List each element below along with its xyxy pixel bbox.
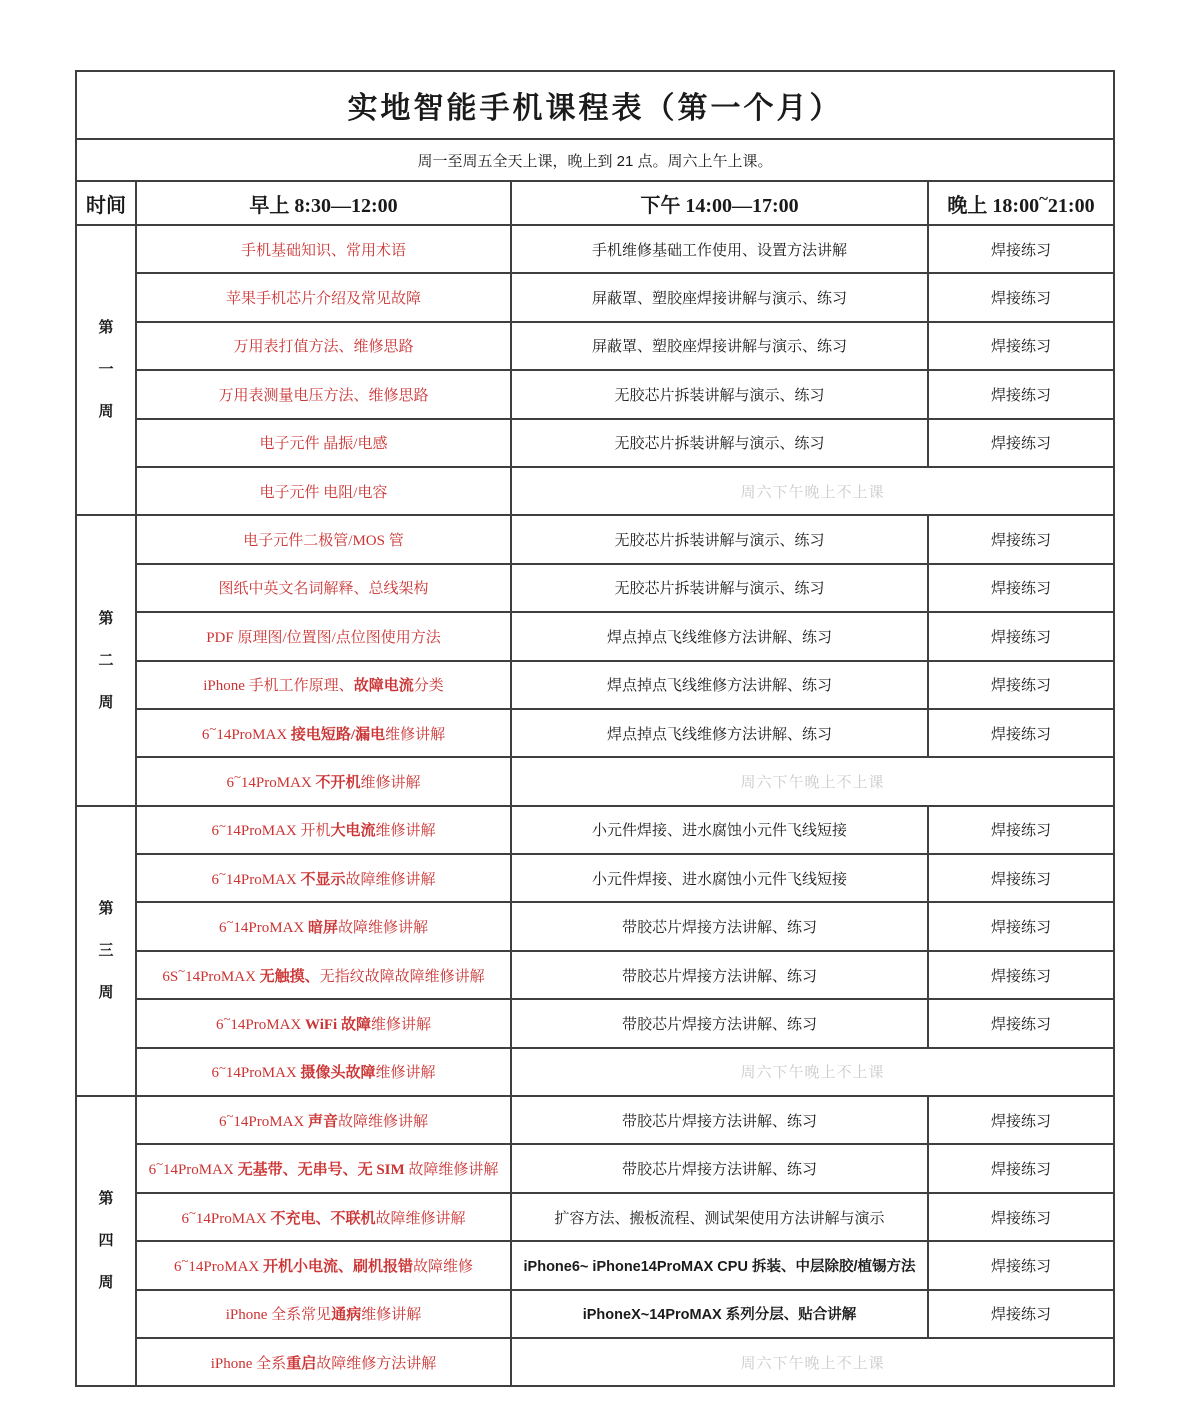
schedule-row (76, 564, 1114, 612)
course-afternoon: 焊点掉点飞线维修方法讲解、练习 (511, 612, 928, 660)
course-evening: 焊接练习 (928, 419, 1114, 467)
course-evening: 焊接练习 (928, 1241, 1114, 1289)
schedule-row (76, 273, 1114, 321)
course-morning: 6~14ProMAX 开机大电流维修讲解 (136, 806, 511, 854)
course-evening: 焊接练习 (928, 999, 1114, 1047)
course-evening: 焊接练习 (928, 902, 1114, 950)
course-afternoon: 带胶芯片焊接方法讲解、练习 (511, 951, 928, 999)
schedule-row (76, 854, 1114, 902)
course-morning: 6~14ProMAX 不开机维修讲解 (136, 757, 511, 805)
schedule-row (76, 225, 1114, 273)
course-morning: 6~14ProMAX 开机小电流、刷机报错故障维修 (136, 1241, 511, 1289)
header-evening: 晚上 18:00~21:00 (928, 181, 1114, 225)
course-morning: 电子元件 晶振/电感 (136, 419, 511, 467)
schedule-row (76, 612, 1114, 660)
page-title: 实地智能手机课程表（第一个月） (76, 71, 1114, 139)
course-evening: 焊接练习 (928, 1144, 1114, 1192)
schedule-sheet (75, 70, 1115, 1387)
week-label-2: 第 二 周 (76, 515, 136, 805)
schedule-row (76, 709, 1114, 757)
schedule-row (76, 661, 1114, 709)
course-evening: 焊接练习 (928, 806, 1114, 854)
course-afternoon: 带胶芯片焊接方法讲解、练习 (511, 902, 928, 950)
schedule-row (76, 757, 1114, 805)
course-afternoon: 带胶芯片焊接方法讲解、练习 (511, 1096, 928, 1144)
schedule-row (76, 419, 1114, 467)
header-time-label: 时间 (76, 181, 136, 225)
course-schedule-table (75, 70, 1115, 1387)
course-morning: 苹果手机芯片介绍及常见故障 (136, 273, 511, 321)
schedule-note: 周一至周五全天上课，晚上到 21 点。周六上午上课。 (76, 139, 1114, 181)
course-morning: iPhone 手机工作原理、故障电流分类 (136, 661, 511, 709)
week-label-4: 第 四 周 (76, 1096, 136, 1386)
course-morning: 电子元件二极管/MOS 管 (136, 515, 511, 563)
course-evening: 焊接练习 (928, 854, 1114, 902)
course-morning: iPhone 全系重启故障维修方法讲解 (136, 1338, 511, 1386)
course-evening: 焊接练习 (928, 1290, 1114, 1338)
closed-notice: 周六下午晚上不上课 (511, 467, 1114, 515)
course-afternoon: 手机维修基础工作使用、设置方法讲解 (511, 225, 928, 273)
course-afternoon: 带胶芯片焊接方法讲解、练习 (511, 1144, 928, 1192)
course-evening: 焊接练习 (928, 1096, 1114, 1144)
schedule-row (76, 951, 1114, 999)
course-evening: 焊接练习 (928, 951, 1114, 999)
schedule-row (76, 322, 1114, 370)
course-morning: 6~14ProMAX 接电短路/漏电维修讲解 (136, 709, 511, 757)
course-morning: 图纸中英文名词解释、总线架构 (136, 564, 511, 612)
course-morning: 6~14ProMAX WiFi 故障维修讲解 (136, 999, 511, 1047)
course-morning: 6~14ProMAX 声音故障维修讲解 (136, 1096, 511, 1144)
course-evening: 焊接练习 (928, 1193, 1114, 1241)
course-evening: 焊接练习 (928, 370, 1114, 418)
course-afternoon: 无胶芯片拆装讲解与演示、练习 (511, 564, 928, 612)
course-afternoon: 小元件焊接、进水腐蚀小元件飞线短接 (511, 854, 928, 902)
closed-notice: 周六下午晚上不上课 (511, 757, 1114, 805)
course-afternoon: 屏蔽罩、塑胶座焊接讲解与演示、练习 (511, 322, 928, 370)
schedule-row (76, 467, 1114, 515)
course-morning: 电子元件 电阻/电容 (136, 467, 511, 515)
course-morning: 6~14ProMAX 暗屏故障维修讲解 (136, 902, 511, 950)
schedule-row (76, 1144, 1114, 1192)
course-afternoon: 无胶芯片拆装讲解与演示、练习 (511, 515, 928, 563)
course-morning: iPhone 全系常见通病维修讲解 (136, 1290, 511, 1338)
course-morning: 万用表打值方法、维修思路 (136, 322, 511, 370)
course-afternoon: iPhone6~ iPhone14ProMAX CPU 拆装、中层除胶/植锡方法 (511, 1241, 928, 1289)
course-morning: 6~14ProMAX 不显示故障维修讲解 (136, 854, 511, 902)
course-afternoon: 焊点掉点飞线维修方法讲解、练习 (511, 709, 928, 757)
schedule-row (76, 1193, 1114, 1241)
course-morning: 6~14ProMAX 摄像头故障维修讲解 (136, 1048, 511, 1096)
course-afternoon: 小元件焊接、进水腐蚀小元件飞线短接 (511, 806, 928, 854)
schedule-row (76, 806, 1114, 854)
schedule-row (76, 1338, 1114, 1386)
schedule-row (76, 1048, 1114, 1096)
course-evening: 焊接练习 (928, 709, 1114, 757)
header-afternoon: 下午 14:00—17:00 (511, 181, 928, 225)
schedule-row (76, 1241, 1114, 1289)
course-evening: 焊接练习 (928, 612, 1114, 660)
course-evening: 焊接练习 (928, 225, 1114, 273)
course-evening: 焊接练习 (928, 564, 1114, 612)
schedule-row (76, 902, 1114, 950)
course-morning: 6S~14ProMAX 无触摸、无指纹故障故障维修讲解 (136, 951, 511, 999)
course-morning: 万用表测量电压方法、维修思路 (136, 370, 511, 418)
schedule-row (76, 999, 1114, 1047)
schedule-row (76, 370, 1114, 418)
course-afternoon: 扩容方法、搬板流程、测试架使用方法讲解与演示 (511, 1193, 928, 1241)
closed-notice: 周六下午晚上不上课 (511, 1338, 1114, 1386)
closed-notice: 周六下午晚上不上课 (511, 1048, 1114, 1096)
course-morning: 手机基础知识、常用术语 (136, 225, 511, 273)
course-afternoon: iPhoneX~14ProMAX 系列分层、贴合讲解 (511, 1290, 928, 1338)
schedule-row (76, 1290, 1114, 1338)
course-evening: 焊接练习 (928, 661, 1114, 709)
course-evening: 焊接练习 (928, 273, 1114, 321)
schedule-row (76, 1096, 1114, 1144)
schedule-row (76, 515, 1114, 563)
course-afternoon: 无胶芯片拆装讲解与演示、练习 (511, 419, 928, 467)
course-morning: 6~14ProMAX 不充电、不联机故障维修讲解 (136, 1193, 511, 1241)
course-evening: 焊接练习 (928, 515, 1114, 563)
header-morning: 早上 8:30—12:00 (136, 181, 511, 225)
week-label-1: 第 一 周 (76, 225, 136, 515)
course-afternoon: 屏蔽罩、塑胶座焊接讲解与演示、练习 (511, 273, 928, 321)
course-evening: 焊接练习 (928, 322, 1114, 370)
week-label-3: 第 三 周 (76, 806, 136, 1096)
course-afternoon: 无胶芯片拆装讲解与演示、练习 (511, 370, 928, 418)
course-afternoon: 带胶芯片焊接方法讲解、练习 (511, 999, 928, 1047)
course-afternoon: 焊点掉点飞线维修方法讲解、练习 (511, 661, 928, 709)
course-morning: 6~14ProMAX 无基带、无串号、无 SIM 故障维修讲解 (136, 1144, 511, 1192)
course-morning: PDF 原理图/位置图/点位图使用方法 (136, 612, 511, 660)
